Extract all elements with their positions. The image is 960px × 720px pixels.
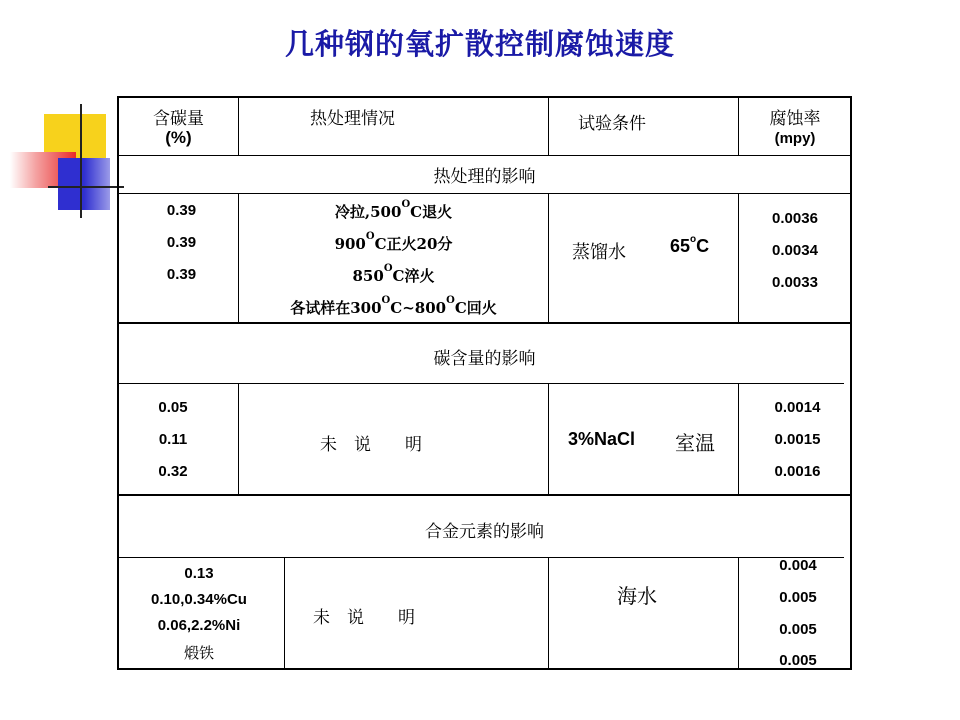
header-heat-treatment: 热处理情况 [310, 109, 395, 129]
corrosion-rate: 0.0014 [774, 399, 821, 416]
treatment-line: $900^OC$正火20分 [334, 231, 453, 253]
header-divider-1 [238, 96, 239, 156]
section1-title-rule [117, 193, 852, 194]
section-title: 碳含量的影响 [433, 349, 536, 369]
corrosion-rate: 0.004 [779, 557, 817, 574]
section2-divider-2 [548, 383, 549, 495]
section2-end-rule [117, 494, 852, 496]
header-carbon-unit: (%) [165, 128, 192, 147]
section2-divider-1 [238, 383, 239, 495]
treatment-line: 冷拉$,500^OC$退火 [334, 199, 453, 221]
header-corrosion-label: 腐蚀率 [769, 109, 821, 129]
header-divider-3 [738, 96, 739, 156]
section-title: 热处理的影响 [433, 167, 536, 187]
treatment-unspecified: 未 说 明 [313, 608, 415, 628]
section1-divider-3 [738, 193, 739, 323]
carbon-value: 0.32 [158, 463, 188, 480]
header-test-conditions: 试验条件 [578, 114, 646, 134]
section3-divider-1 [284, 557, 285, 669]
header-divider-2 [548, 96, 549, 156]
treatment-line: 各试样在$300^OC\sim 800^OC$回火 [290, 295, 497, 317]
section3-divider-2 [548, 557, 549, 669]
carbon-value: 0.11 [158, 431, 188, 448]
corrosion-rate: 0.0033 [772, 274, 818, 291]
section3-title-rule [117, 557, 844, 558]
corrosion-rate: 0.0016 [774, 463, 821, 480]
corrosion-rate: 0.005 [779, 589, 817, 606]
table-border-top [117, 96, 852, 98]
header-carbon-label: 含碳量 [153, 109, 204, 129]
alloy-composition: 0.13 [184, 565, 214, 582]
test-condition: 海水 [617, 584, 657, 608]
section-title: 合金元素的影响 [425, 522, 544, 542]
header-rule [117, 155, 852, 156]
carbon-value: 0.39 [166, 234, 197, 251]
header-corrosion-unit: (mpy) [774, 130, 816, 147]
ornament-horizontal-line [48, 186, 124, 188]
alloy-composition: 煅铁 [183, 644, 214, 662]
section2-divider-3 [738, 383, 739, 495]
treatment-line: $850^OC$淬火 [352, 263, 435, 285]
carbon-value: 0.05 [158, 399, 188, 416]
test-temperature: 室温 [675, 431, 715, 455]
corrosion-rate: 0.005 [779, 621, 817, 638]
page-title: 几种钢的氧扩散控制腐蚀速度 [284, 27, 675, 61]
ornament-vertical-line [80, 104, 82, 218]
section2-title-rule [117, 383, 844, 384]
test-condition: 3%NaCl [568, 429, 636, 449]
alloy-composition: 0.06,2.2%Ni [157, 617, 241, 634]
section3-divider-3 [738, 557, 739, 669]
corrosion-rate: 0.005 [779, 652, 817, 669]
corrosion-rate: 0.0034 [772, 242, 818, 259]
carbon-value: 0.39 [166, 266, 197, 283]
test-temperature: 65$^o$C [670, 234, 710, 256]
section1-divider-2 [548, 193, 549, 323]
test-condition: 蒸馏水 [572, 242, 626, 263]
table-border-right [850, 96, 852, 670]
corrosion-rate: 0.0036 [772, 210, 818, 227]
alloy-composition: 0.10,0.34%Cu [151, 591, 247, 608]
section1-end-rule [117, 322, 852, 324]
treatment-unspecified: 未 说 明 [320, 435, 422, 455]
corrosion-rate: 0.0015 [774, 431, 821, 448]
carbon-value: 0.39 [166, 202, 197, 219]
